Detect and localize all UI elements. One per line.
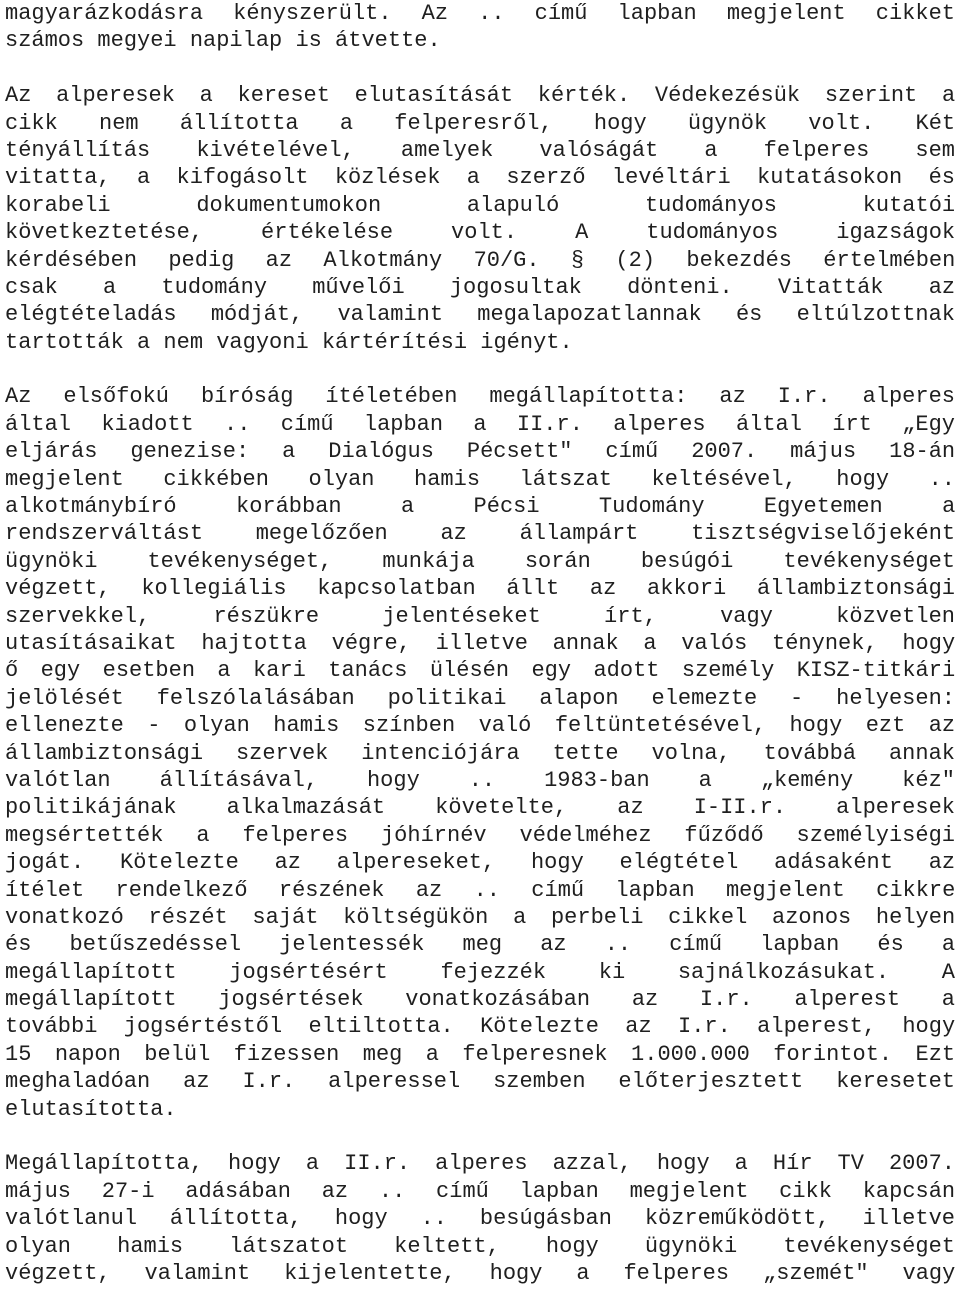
text-line: szervekkel, részükre jelentéseket írt, vagy közvetlen xyxy=(5,603,955,629)
text-line: cikk nem állította a felperesről, hogy ügynök volt. Két xyxy=(5,110,956,136)
text-line: és betűszedéssel jelentessék meg az .. című lapban és a xyxy=(5,932,956,958)
paragraph-spacer xyxy=(5,356,955,383)
text-line: vonatkozó részét saját költségükön a perbeli cikkel azonos helyen xyxy=(5,904,956,930)
text-line: végzett, valamint kijelentette, hogy a felperes „szemét" vagy xyxy=(5,1260,956,1286)
paragraph-1 xyxy=(5,0,955,55)
paragraph-4 xyxy=(5,1150,955,1287)
text-line: ellenezte - olyan hamis színben való feltüntetésével, hogy ezt az xyxy=(5,713,956,739)
text-line: ügynöki tevékenységet, munkája során besúgói tevékenységet xyxy=(5,548,955,574)
text-line: rendszerváltást megelőzően az állampárt tisztségviselőjeként xyxy=(5,521,956,547)
text-line: elutasította. xyxy=(5,1096,177,1122)
text-line: megjelent cikkében olyan hamis látszat keltésével, hogy .. xyxy=(5,466,955,492)
text-line: valótlan állításával, hogy .. 1983-ban a „kemény kéz" xyxy=(5,767,955,793)
text-line: május 27-i adásában az .. című lapban megjelent cikk kapcsán xyxy=(5,1178,956,1204)
document-page xyxy=(5,0,955,1287)
text-line: tartották a nem vagyoni kártérítési igényt. xyxy=(5,329,573,355)
paragraph-3 xyxy=(5,383,955,1123)
text-line: kérdésében pedig az Alkotmány 70/G. § (2) bekezdés értelmében xyxy=(5,247,956,273)
text-line: Az alperesek a kereset elutasítását kérték. Védekezésük szerint a xyxy=(5,83,956,109)
text-line: valótlanul állította, hogy .. besúgásban közreműködött, illetve xyxy=(5,1206,955,1232)
paragraph-spacer xyxy=(5,55,955,82)
text-line: ő egy esetben a kari tanács ülésén egy adott személy KISZ-titkári xyxy=(5,658,956,684)
text-line: további jogsértéstől eltiltotta. Kötelezte az I.r. alperest, hogy xyxy=(5,1014,956,1040)
text-line: utasításaikat hajtotta végre, illetve annak a valós ténynek, hogy xyxy=(5,630,956,656)
paragraph-2 xyxy=(5,82,955,356)
text-line: csak a tudomány művelői jogosultak dönteni. Vitatták az xyxy=(5,274,956,300)
text-line: megállapított jogsértések vonatkozásában az I.r. alperest a xyxy=(5,987,955,1013)
text-line: korabeli dokumentumokon alapuló tudományos kutatói xyxy=(5,192,956,218)
text-line: politikájának alkalmazását követelte, az I-II.r. alperesek xyxy=(5,795,955,821)
text-line: megállapított jogsértésért fejezzék ki sajnálkozásukat. A xyxy=(5,959,955,985)
text-line: végzett, kollegiális kapcsolatban állt az akkori állambiztonsági xyxy=(5,576,955,602)
text-line: elégtételadás módját, valamint megalapozatlannak és eltúlzottnak xyxy=(5,302,955,328)
text-line: olyan hamis látszatot keltett, hogy ügynöki tevékenységet xyxy=(5,1233,955,1259)
text-line: meghaladóan az I.r. alperessel szemben előterjesztett keresetet xyxy=(5,1069,955,1095)
text-line: vitatta, a kifogásolt közlések a szerző levéltári kutatásokon és xyxy=(5,165,955,191)
text-line: állambiztonsági szervek intenciójára tette volna, továbbá annak xyxy=(5,740,955,766)
text-line: alkotmánybíró korábban a Pécsi Tudomány Egyetemen a xyxy=(5,494,956,520)
paragraph-spacer xyxy=(5,1123,955,1150)
text-line: Az elsőfokú bíróság ítéletében megállapította: az I.r. alperes xyxy=(5,384,955,410)
text-line: megsértették a felperes jóhírnév védelméhez fűződő személyiségi xyxy=(5,822,955,848)
text-line: jogát. Kötelezte az alpereseket, hogy elégtétel adásaként az xyxy=(5,850,956,876)
text-line: számos megyei napilap is átvette. xyxy=(5,28,441,54)
text-line: ítélet rendelkező részének az .. című lapban megjelent cikkre xyxy=(5,877,956,903)
text-line: tényállítás kivételével, amelyek valóságát a felperes sem xyxy=(5,137,955,163)
text-line: eljárás genezise: a Dialógus Pécsett" című 2007. május 18-án xyxy=(5,439,956,465)
text-line: Megállapította, hogy a II.r. alperes azzal, hogy a Hír TV 2007. xyxy=(5,1151,955,1177)
text-line: jelölését felszólalásában politikai alapon elemezte - helyesen: xyxy=(5,685,955,711)
text-line: által kiadott .. című lapban a II.r. alperes által írt „Egy xyxy=(5,411,955,437)
text-line: 15 napon belül fizessen meg a felperesnek 1.000.000 forintot. Ezt xyxy=(5,1041,956,1067)
text-line: magyarázkodásra kényszerült. Az .. című lapban megjelent cikket xyxy=(5,1,955,26)
text-line: következtetése, értékelése volt. A tudományos igazságok xyxy=(5,220,956,246)
